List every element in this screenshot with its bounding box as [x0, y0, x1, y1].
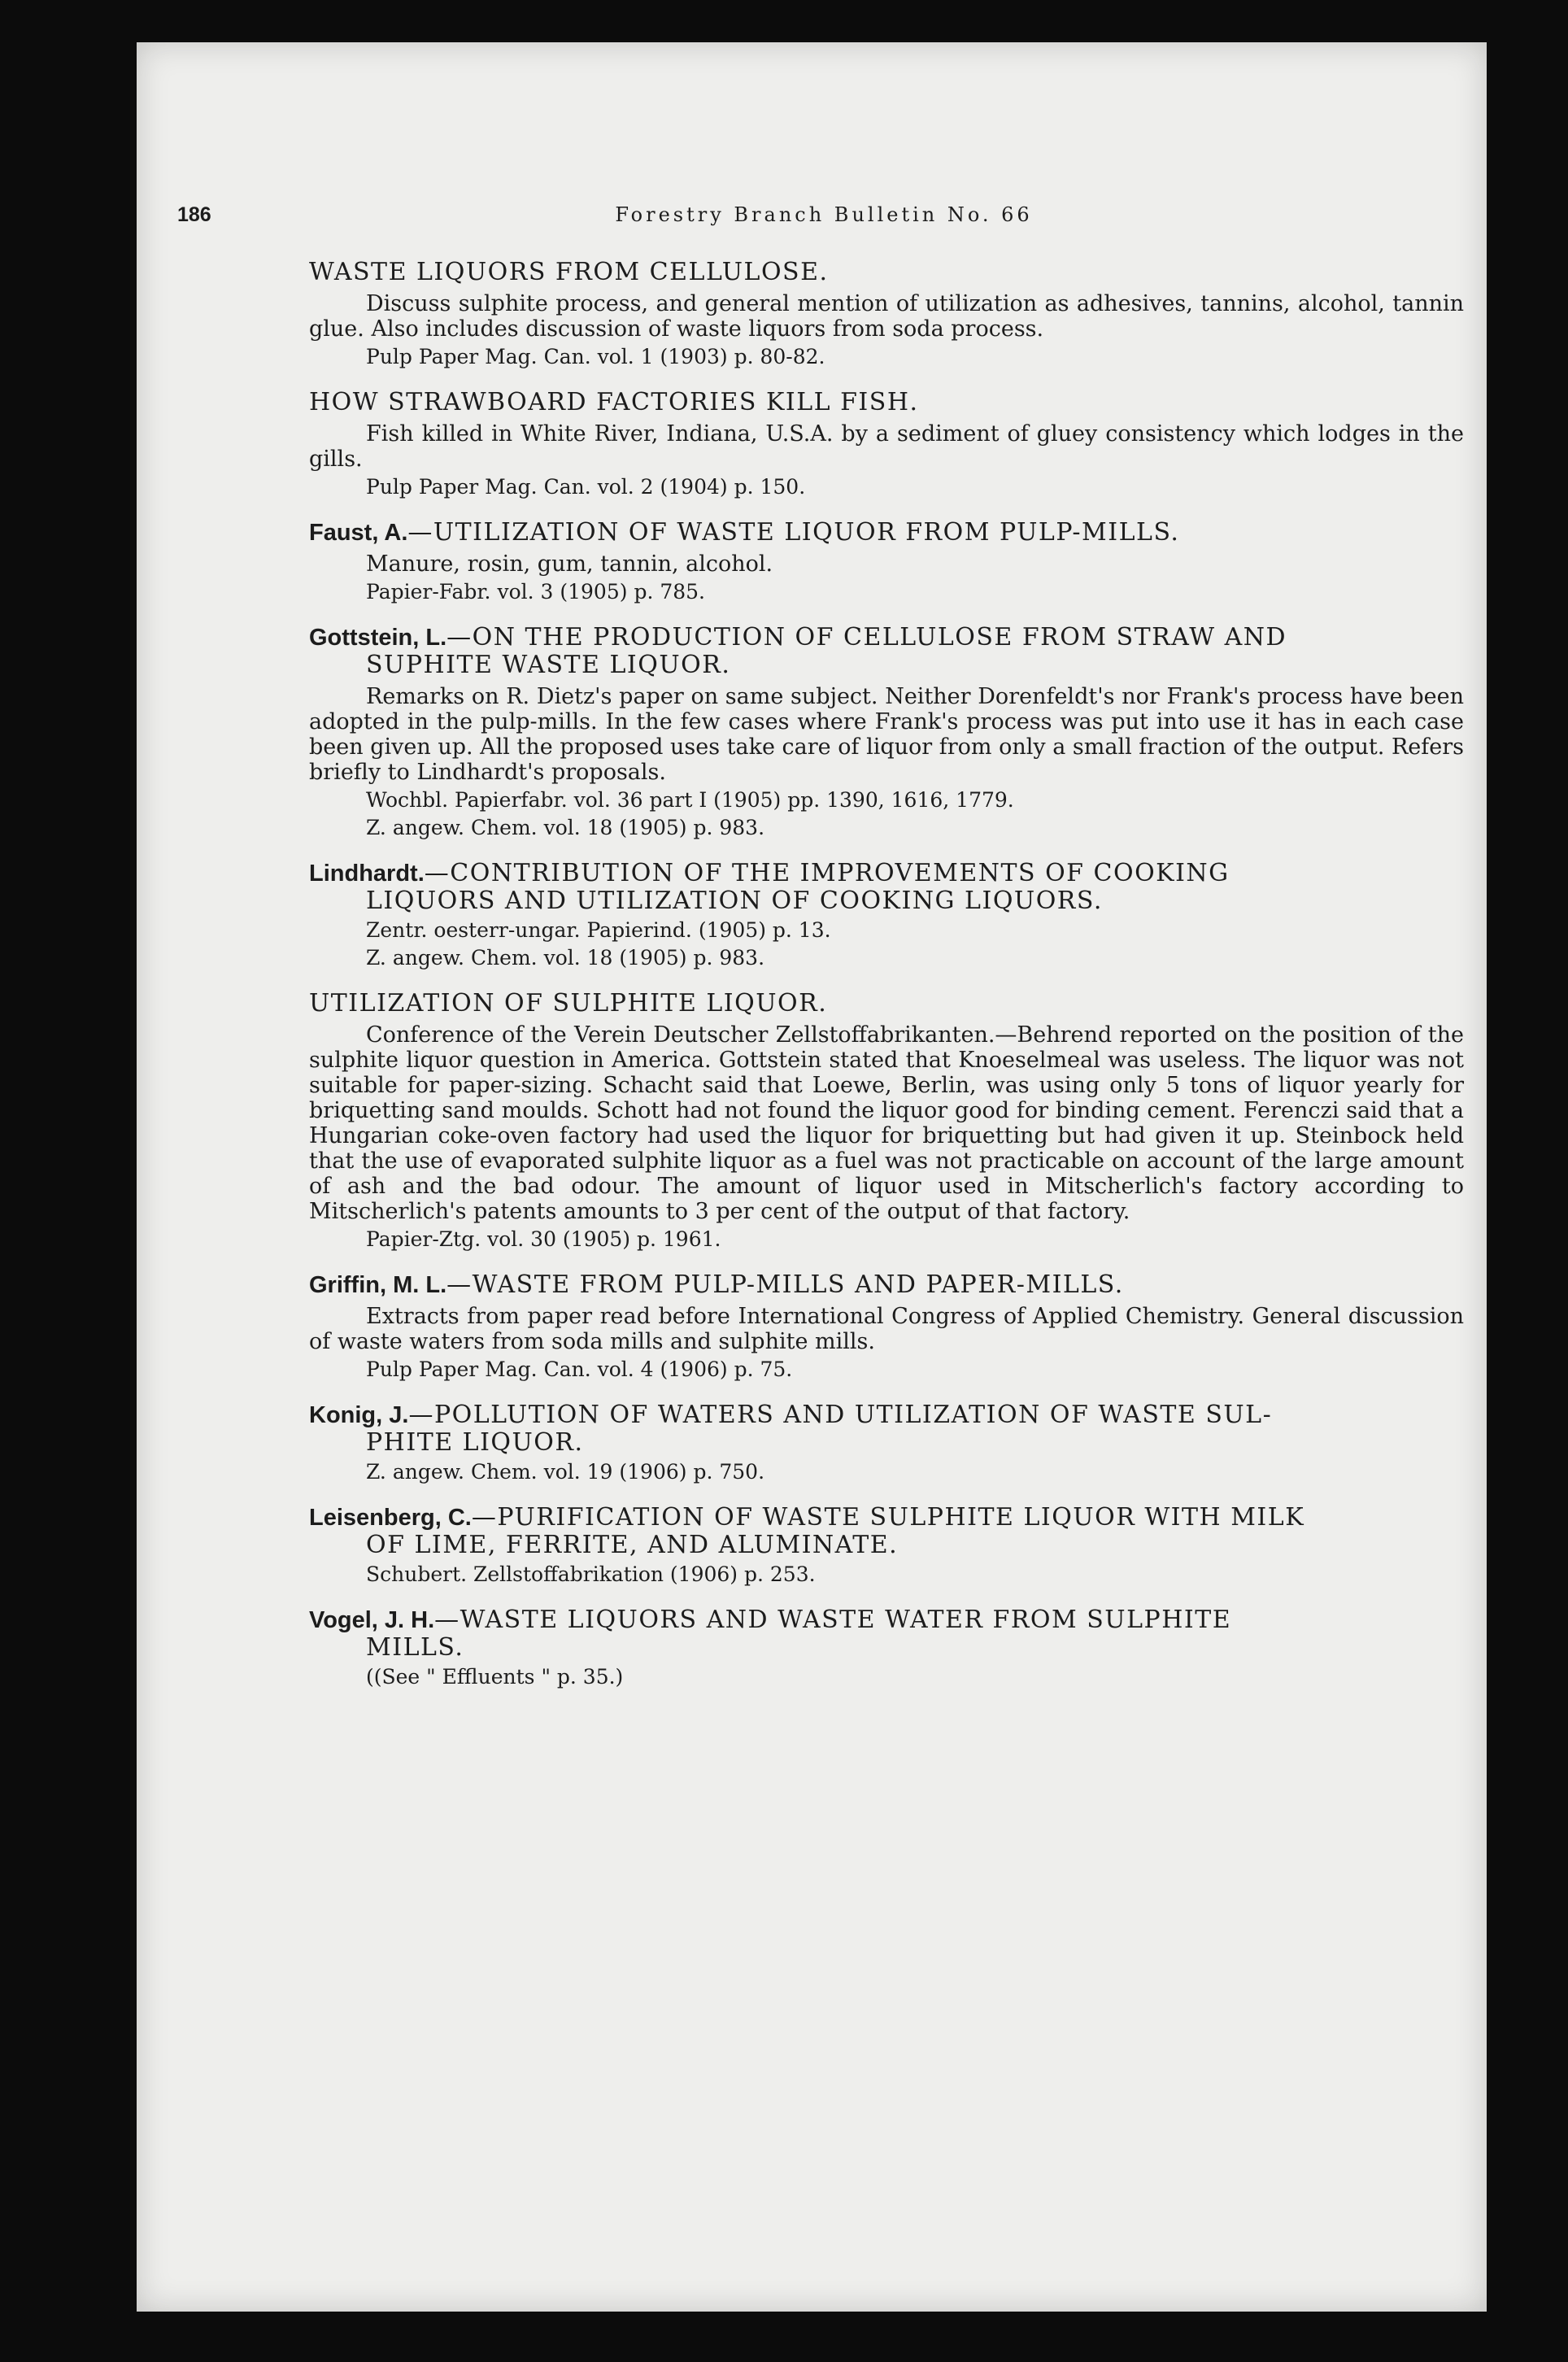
- entry-title: [309, 1606, 1464, 1634]
- entry-title: [309, 519, 1464, 547]
- entry-title-text: —PURIFICATION OF WASTE SULPHITE LIQUOR WITH MILK: [471, 1503, 1305, 1532]
- bib-entry: [309, 1606, 1464, 1689]
- entry-description: Extracts from paper read before International Congress of Applied Chemistry. General discussion of waste waters from soda mills and sulphite mills.: [309, 1304, 1464, 1354]
- entry-title: HOW STRAWBOARD FACTORIES KILL FISH.: [309, 388, 919, 416]
- entry-reference: Pulp Paper Mag. Can. vol. 1 (1903) p. 80-82.: [366, 345, 825, 368]
- entry-title-continued: OF LIME, FERRITE, AND ALUMINATE.: [366, 1531, 899, 1559]
- entry-author: Gottstein, L.: [309, 625, 447, 651]
- bib-entry: [309, 259, 1464, 369]
- entry-title: [309, 1401, 1464, 1429]
- entry-title-text: —WASTE LIQUORS AND WASTE WATER FROM SULPHITE: [434, 1606, 1232, 1634]
- bib-entry: [309, 1401, 1464, 1484]
- entry-author: Vogel, J. H.: [309, 1607, 435, 1633]
- entry-reference: ((See " Effluents " p. 35.): [366, 1665, 624, 1689]
- entry-reference: Z. angew. Chem. vol. 18 (1905) p. 983.: [366, 946, 765, 970]
- entry-author: Konig, J.: [309, 1402, 409, 1428]
- bib-entry: [309, 519, 1464, 604]
- bib-entry: [309, 990, 1464, 1252]
- entry-title-text: —WASTE FROM PULP-MILLS AND PAPER-MILLS.: [446, 1270, 1124, 1299]
- entry-title-text: —CONTRIBUTION OF THE IMPROVEMENTS OF COOKING: [424, 859, 1230, 887]
- bib-entry: [309, 1504, 1464, 1587]
- entry-reference: Z. angew. Chem. vol. 19 (1906) p. 750.: [366, 1460, 765, 1484]
- entry-author: Lindhardt.: [309, 861, 425, 887]
- page-header: [177, 203, 1470, 236]
- bib-entry: [309, 624, 1464, 840]
- entry-description: Conference of the Verein Deutscher Zellstoffabrikanten.—Behrend reported on the position of the sulphite liquor question in America. Gottstein stated that Knoeselmeal was useless. The liquor was not suitable for paper-sizing. Schacht said that Loewe, Berlin, was using only 5 tons of liquor yearly for briquetting sand moulds. Schott had not found the liquor good for binding cement. Ferenczi said that a Hungarian coke-oven factory had used the liquor for briquetting but had given it up. Steinbock held that the use of evaporated sulphite liquor as a fuel was not practicable on account of the large amount of ash and the bad odour. The amount of liquor used in Mitscherlich's factory according to Mitscherlich's patents amounts to 3 per cent of the output of that factory.: [309, 1022, 1464, 1224]
- entry-author: Faust, A.: [309, 520, 408, 546]
- bib-entry: [309, 860, 1464, 970]
- entry-reference: Zentr. oesterr-ungar. Papierind. (1905) p. 13.: [366, 918, 831, 942]
- entry-reference: Wochbl. Papierfabr. vol. 36 part I (1905) pp. 1390, 1616, 1779.: [366, 788, 1014, 812]
- entry-reference: Papier-Ztg. vol. 30 (1905) p. 1961.: [366, 1227, 721, 1251]
- entry-reference: Z. angew. Chem. vol. 18 (1905) p. 983.: [366, 816, 765, 839]
- entry-description: Manure, rosin, gum, tannin, alcohol.: [366, 551, 773, 577]
- entry-reference: Schubert. Zellstoffabrikation (1906) p. 253.: [366, 1562, 816, 1586]
- entry-title-continued: PHITE LIQUOR.: [366, 1428, 584, 1457]
- entry-title-text: —UTILIZATION OF WASTE LIQUOR FROM PULP-MILLS.: [407, 518, 1180, 547]
- entry-title: [309, 860, 1464, 887]
- entry-author: Griffin, M. L.: [309, 1272, 447, 1298]
- running-head: Forestry Branch Bulletin No. 66: [615, 203, 1033, 226]
- entry-title-text: —ON THE PRODUCTION OF CELLULOSE FROM STRAW AND: [446, 623, 1287, 652]
- entry-description: Remarks on R. Dietz's paper on same subject. Neither Dorenfeldt's nor Frank's process have been adopted in the pulp-mills. In the few cases where Frank's process was put into use it has in each case been given up. All the proposed uses take care of liquor from only a small fraction of the output. Refers briefly to Lindhardt's proposals.: [309, 684, 1464, 785]
- entry-description: Discuss sulphite process, and general mention of utilization as adhesives, tannins, alcohol, tannin glue. Also includes discussion of waste liquors from soda process.: [309, 291, 1464, 342]
- entry-reference: Pulp Paper Mag. Can. vol. 2 (1904) p. 150.: [366, 475, 806, 499]
- entry-title: [309, 624, 1464, 652]
- entry-description: Fish killed in White River, Indiana, U.S.A. by a sediment of gluey consistency which lodges in the gills.: [309, 421, 1464, 472]
- entry-title: [309, 1504, 1464, 1532]
- entry-title: WASTE LIQUORS FROM CELLULOSE.: [309, 258, 829, 286]
- entry-title-text: —POLLUTION OF WATERS AND UTILIZATION OF WASTE SUL-: [408, 1401, 1273, 1429]
- bibliography: [309, 259, 1464, 1709]
- bib-entry: [309, 1271, 1464, 1382]
- entry-reference: Papier-Fabr. vol. 3 (1905) p. 785.: [366, 580, 706, 604]
- entry-title-continued: LIQUORS AND UTILIZATION OF COOKING LIQUORS.: [366, 887, 1103, 915]
- bib-entry: [309, 389, 1464, 499]
- entry-author: Leisenberg, C.: [309, 1505, 472, 1531]
- page-number: 186: [177, 203, 211, 226]
- entry-title-continued: MILLS.: [366, 1633, 464, 1662]
- entry-title: [309, 1271, 1464, 1299]
- entry-reference: Pulp Paper Mag. Can. vol. 4 (1906) p. 75.: [366, 1357, 793, 1381]
- entry-title: UTILIZATION OF SULPHITE LIQUOR.: [309, 989, 828, 1018]
- entry-title-continued: SUPHITE WASTE LIQUOR.: [366, 651, 731, 679]
